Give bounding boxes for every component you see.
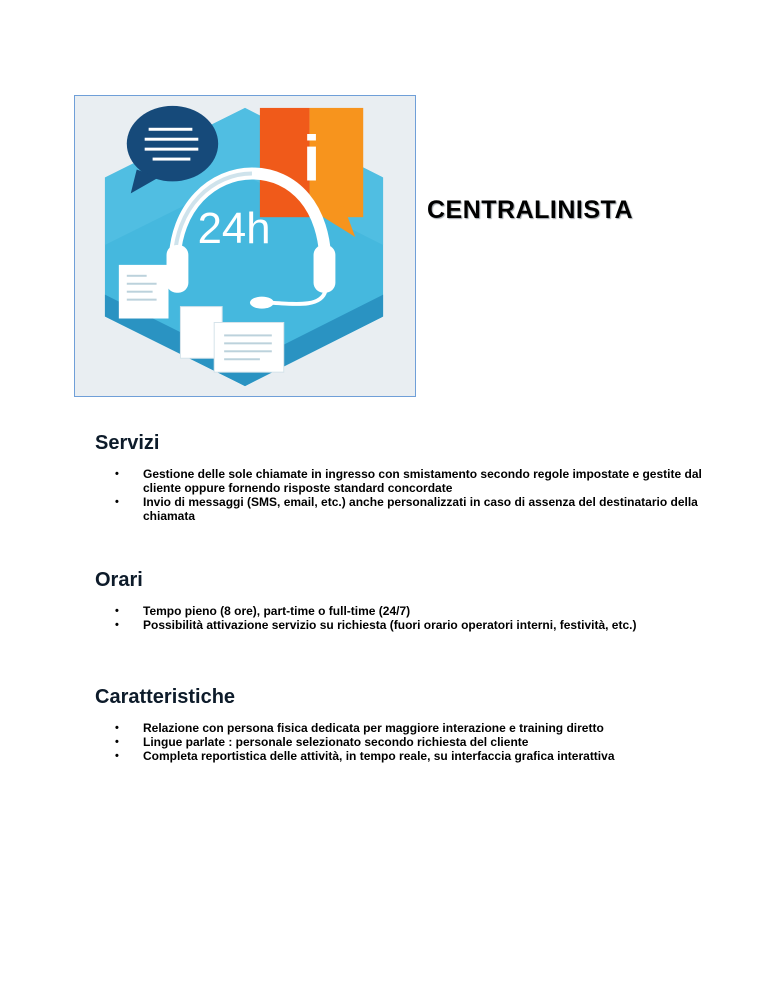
list-item-text: Completa reportistica delle attività, in tempo reale, su interfaccia grafica interattiva xyxy=(143,749,615,763)
bullet-icon: • xyxy=(115,468,119,480)
list-item xyxy=(95,721,715,735)
list-item-text: Tempo pieno (8 ore), part-time o full-time (24/7) xyxy=(143,604,411,618)
list-item xyxy=(95,735,715,749)
bullet-icon: • xyxy=(115,722,119,734)
list-item xyxy=(95,467,715,495)
info-letter: i xyxy=(302,123,321,195)
bullet-icon: • xyxy=(115,605,119,617)
bullet-list xyxy=(95,467,715,523)
section-heading: Servizi xyxy=(95,432,160,454)
label-24h: 24h xyxy=(197,204,271,254)
bullet-list xyxy=(95,721,715,763)
section-servizi xyxy=(95,432,715,523)
call-center-illustration xyxy=(74,95,416,397)
section-caratteristiche xyxy=(95,686,715,763)
section-heading: Caratteristiche xyxy=(95,686,236,708)
section-orari xyxy=(95,569,715,632)
page-title: CENTRALINISTA xyxy=(427,196,634,224)
bullet-icon: • xyxy=(115,496,119,508)
list-item-text: Relazione con persona fisica dedicata per maggiore interazione e training diretto xyxy=(143,721,604,735)
bullet-icon: • xyxy=(115,750,119,762)
list-item-text: Lingue parlate : personale selezionato secondo richiesta del cliente xyxy=(143,735,529,749)
list-item-text: Gestione delle sole chiamate in ingresso con smistamento secondo regole impostate e gestite dal cliente oppure fornendo risposte standard concordate xyxy=(143,467,702,495)
section-heading: Orari xyxy=(95,569,143,591)
list-item xyxy=(95,749,715,763)
list-item xyxy=(95,604,715,618)
list-item xyxy=(95,618,715,632)
list-item-text: Invio di messaggi (SMS, email, etc.) anche personalizzati in caso di assenza del destinatario della chiamata xyxy=(143,495,698,523)
bullet-icon: • xyxy=(115,619,119,631)
bullet-icon: • xyxy=(115,736,119,748)
document-icon-left xyxy=(119,265,169,319)
bullet-list xyxy=(95,604,715,632)
list-item-text: Possibilità attivazione servizio su richiesta (fuori orario operatori interni, festività, etc.) xyxy=(143,618,637,632)
list-item xyxy=(95,495,715,523)
